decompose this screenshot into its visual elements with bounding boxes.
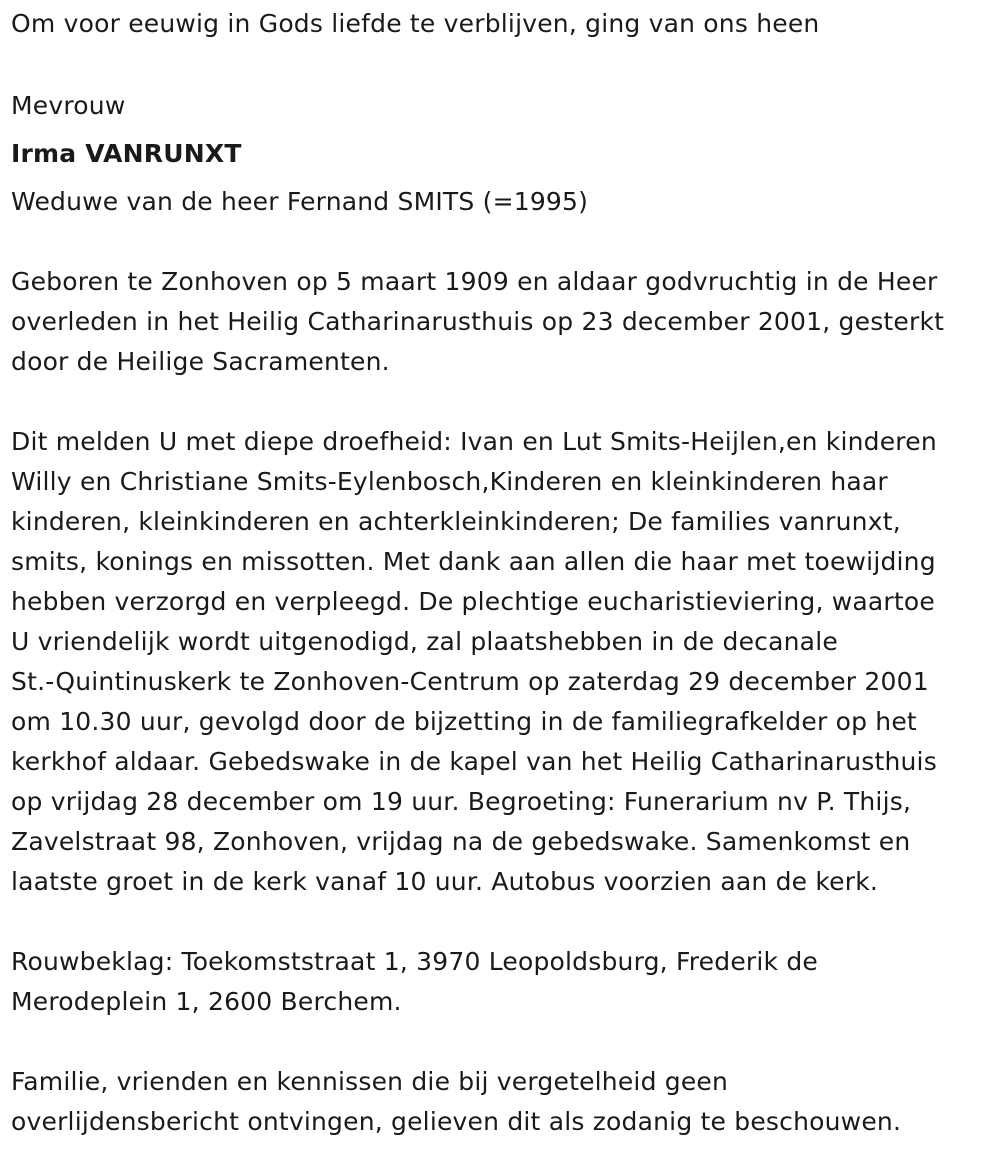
widow-of-text: Weduwe van de heer Fernand SMITS (=1995)	[11, 187, 589, 216]
salutation-text: Mevrouw	[11, 91, 126, 120]
paragraph-line: kinderen, kleinkinderen en achterkleinkinderen; De families vanrunxt,	[11, 507, 901, 536]
paragraph-line: om 10.30 uur, gevolgd door de bijzetting in de familiegrafkelder op het	[11, 707, 917, 736]
paragraph-line: St.-Quintinuskerk te Zonhoven-Centrum op zaterdag 29 december 2001	[11, 667, 929, 696]
paragraph-line: Dit melden U met diepe droefheid: Ivan en Lut Smits-Heijlen,en kinderen	[11, 427, 937, 456]
paragraph-line: laatste groet in de kerk vanaf 10 uur. Autobus voorzien aan de kerk.	[11, 867, 879, 896]
paragraph-line: kerkhof aldaar. Gebedswake in de kapel van het Heilig Catharinarusthuis	[11, 747, 937, 776]
paragraph-line: op vrijdag 28 december om 19 uur. Begroeting: Funerarium nv P. Thijs,	[11, 787, 912, 816]
paragraph-line: Geboren te Zonhoven op 5 maart 1909 en aldaar godvruchtig in de Heer	[11, 267, 938, 296]
paragraph-line: U vriendelijk wordt uitgenodigd, zal plaatshebben in de decanale	[11, 627, 838, 656]
paragraph-line: hebben verzorgd en verpleegd. De plechtige eucharistieviering, waartoe	[11, 587, 935, 616]
paragraph-line: smits, konings en missotten. Met dank aan allen die haar met toewijding	[11, 547, 936, 576]
paragraph-line: overlijdensbericht ontvingen, gelieven dit als zodanig te beschouwen.	[11, 1107, 902, 1136]
paragraph-line: Zavelstraat 98, Zonhoven, vrijdag na de gebedswake. Samenkomst en	[11, 827, 911, 856]
paragraph-line: Familie, vrienden en kennissen die bij vergetelheid geen	[11, 1067, 729, 1096]
intro-text: Om voor eeuwig in Gods liefde te verblijven, ging van ons heen	[11, 9, 820, 38]
paragraph-line: overleden in het Heilig Catharinarusthuis op 23 december 2001, gesterkt	[11, 307, 945, 336]
paragraph-line: Merodeplein 1, 2600 Berchem.	[11, 987, 402, 1016]
paragraph-line: Willy en Christiane Smits-Eylenbosch,Kinderen en kleinkinderen haar	[11, 467, 888, 496]
paragraph-line: Rouwbeklag: Toekomststraat 1, 3970 Leopoldsburg, Frederik de	[11, 947, 818, 976]
deceased-name: Irma VANRUNXT	[11, 139, 242, 168]
paragraph-line: door de Heilige Sacramenten.	[11, 347, 390, 376]
